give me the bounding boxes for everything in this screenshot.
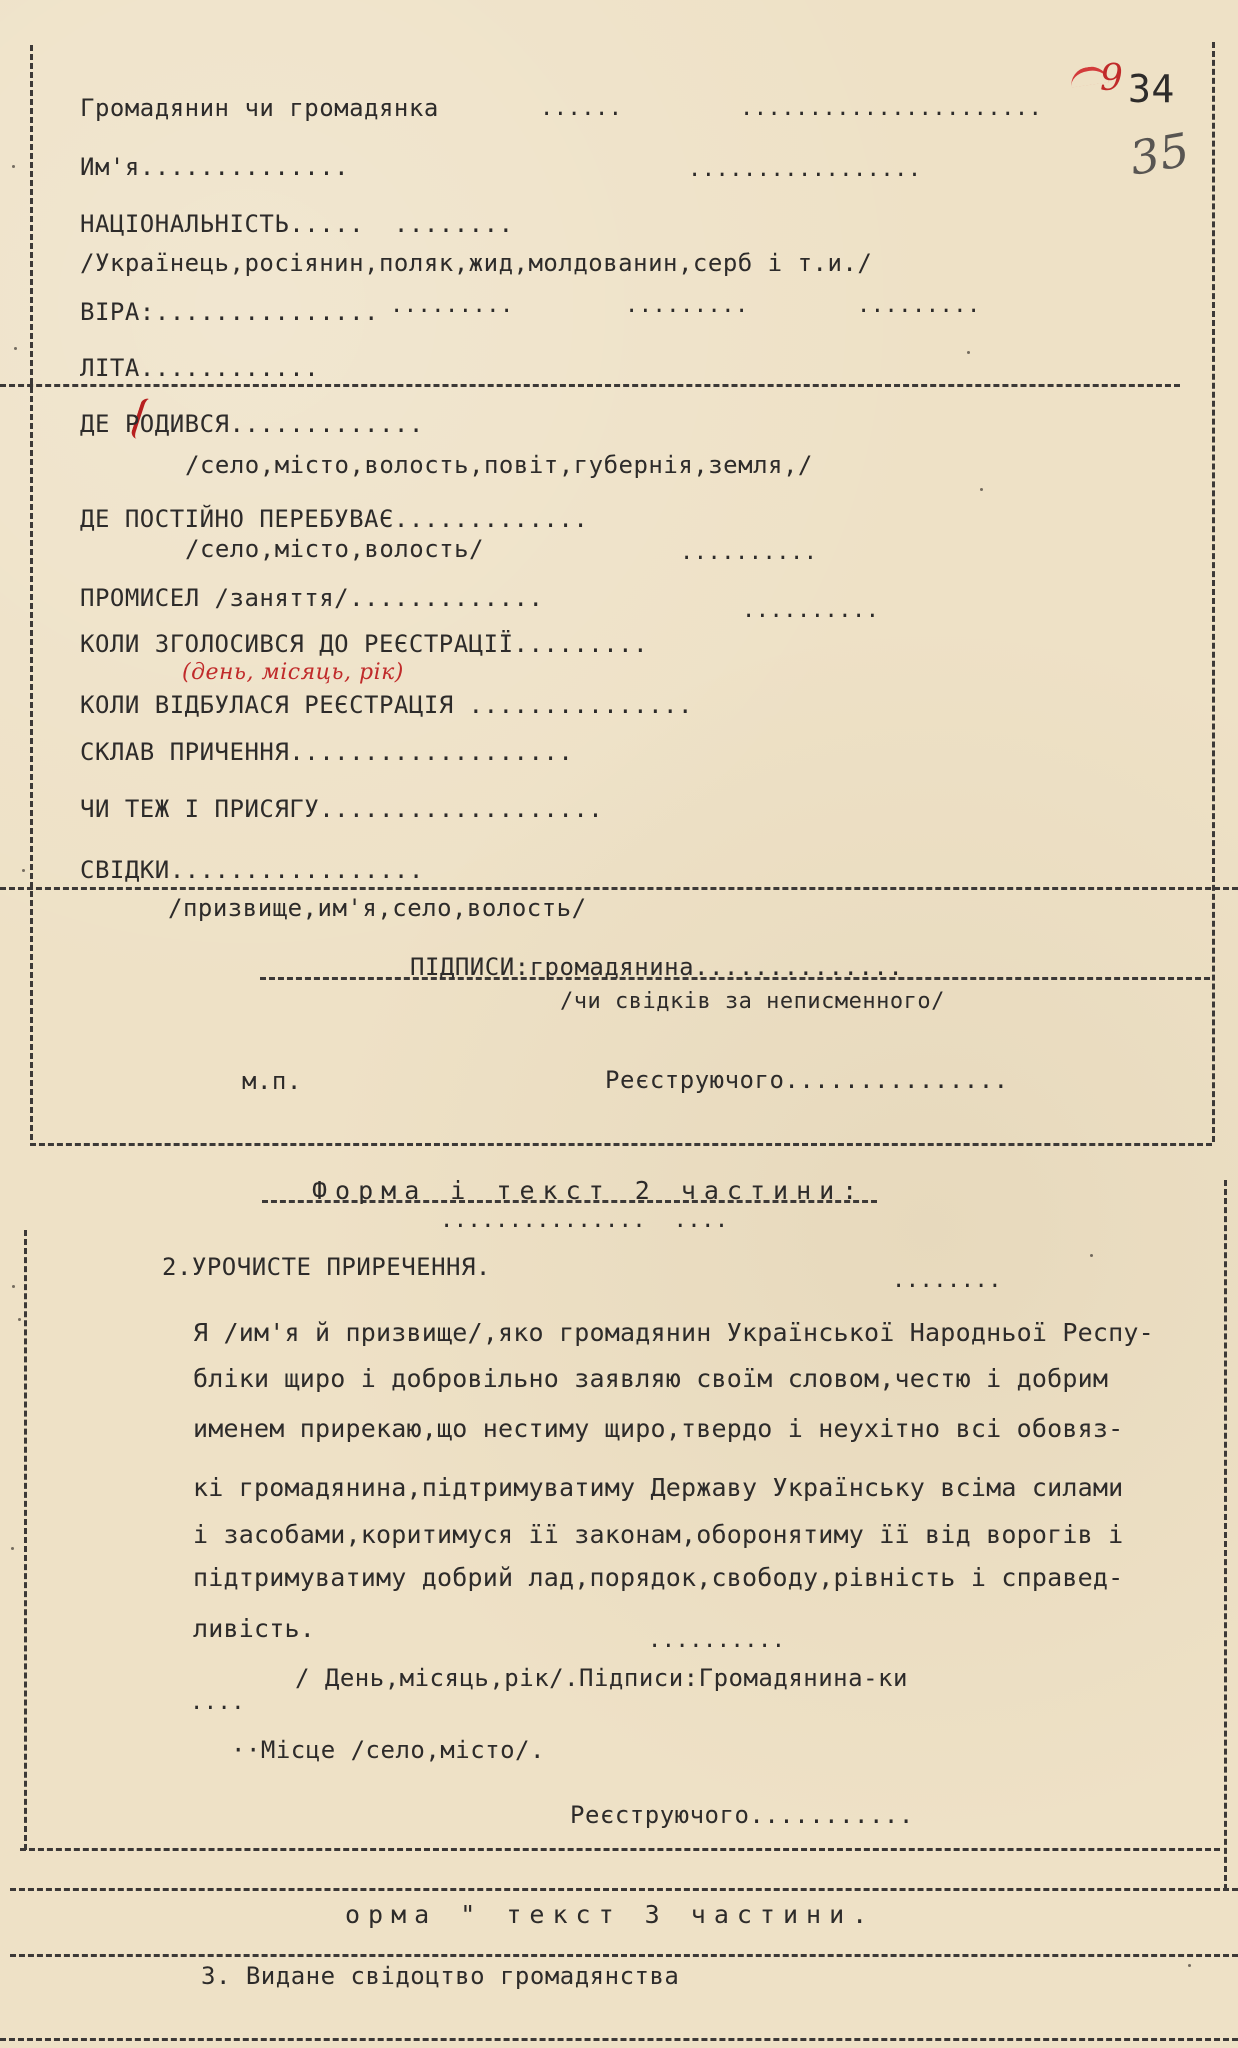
- line-nationality-options: /Українець,росіянин,поляк,жид,молдованин,серб і т.и./: [80, 249, 873, 277]
- oath-line-6: підтримуватиму добрий лад,порядок,свободу,рівність і справед-: [193, 1563, 1124, 1592]
- part3-heading-bottom: [10, 1954, 1238, 1957]
- place-line: ··Місце /село,місто/.: [231, 1736, 545, 1764]
- line-witnesses: СВІДКИ.................: [80, 856, 424, 884]
- part3-item: 3. Видане свідоцтво громадянства: [201, 1962, 680, 1990]
- line-witnesses-detail: /призвище,им'я,село,волость/: [168, 894, 587, 922]
- line-faith-dots-a: .........: [390, 293, 514, 318]
- line-faith-dots-b: .........: [625, 293, 749, 318]
- line-faith-dots-c: .........: [857, 293, 981, 318]
- paper-speck: [11, 1547, 14, 1550]
- page-number-top: 34: [1128, 67, 1175, 111]
- section-divider: [30, 1143, 1212, 1146]
- top-divider: [0, 384, 1180, 387]
- line-residence: ДЕ ПОСТІЙНО ПЕРЕБУВАЄ.............: [80, 505, 589, 533]
- oath-line-3: именем прирекаю,що нестиму щиро,твердо і неухітно всі обовяз-: [193, 1414, 1124, 1443]
- red-corner-number: 9: [1100, 58, 1124, 99]
- left-border-upper: [30, 45, 33, 1140]
- date-signature-dots: ....: [190, 1690, 245, 1715]
- paper-speck: [1188, 1964, 1191, 1967]
- paper-speck: [22, 869, 25, 872]
- line-citizen-dots-b: ......................: [740, 96, 1043, 121]
- bottom-divider: [0, 2038, 1238, 2041]
- line-residence-dots: ..........: [680, 540, 818, 565]
- date-signature-line: / День,місяць,рік/.Підписи:Громадянина-ки: [295, 1664, 908, 1692]
- paper-speck: [967, 351, 970, 354]
- solemn-vow-title: 2.УРОЧИСТЕ ПРИРЕЧЕННЯ.: [162, 1253, 491, 1281]
- line-oath: ЧИ ТЕЖ І ПРИСЯГУ...................: [80, 795, 604, 823]
- line-vow: СКЛАВ ПРИЧЕННЯ...................: [80, 738, 574, 766]
- line-registration-date: КОЛИ ВІДБУЛАСЯ РЕЄСТРАЦІЯ ...............: [80, 691, 693, 719]
- line-signatures: ПІДПИСИ:громадянина..............: [410, 953, 904, 981]
- solemn-vow-dots: ........: [892, 1268, 1002, 1293]
- page-number-pencil: 35: [1125, 122, 1194, 186]
- mid-divider-1: [0, 887, 1238, 890]
- line-citizen: Громадянин чи громадянка: [80, 94, 439, 122]
- line-name-dots: .................: [688, 157, 922, 182]
- line-residence-options: /село,місто,волость/: [185, 535, 484, 563]
- line-registration-request: КОЛИ ЗГОЛОСИВСЯ ДО РЕЄСТРАЦІЇ.........: [80, 630, 649, 658]
- part2-bottom-divider: [20, 1848, 1220, 1851]
- right-border-lower: [1224, 1180, 1227, 1890]
- oath-line-7: ливість.: [193, 1614, 316, 1643]
- oath-line-5: і засобами,коритимуся її законам,оборонятиму її від ворогів і: [193, 1520, 1124, 1549]
- line-birthplace-options: /село,місто,волость,повіт,губернія,земля,/: [185, 451, 813, 479]
- line-nationality: НАЦІОНАЛЬНІСТЬ..... ........: [80, 210, 514, 238]
- oath-dots: ..........: [648, 1628, 786, 1653]
- part2-heading: Форма і текст 2 частини:: [312, 1176, 866, 1205]
- line-birthplace: ДЕ РОДИВСЯ.............: [80, 410, 424, 438]
- paper-speck: [1090, 1254, 1093, 1257]
- oath-line-4: кі громадянина,підтримуватиму Державу Українську всіма силами: [193, 1473, 1124, 1502]
- line-name: Им'я..............: [80, 153, 350, 181]
- left-border-lower: [24, 1230, 27, 1850]
- line-illiterate-witnesses: /чи свідків за неписменного/: [560, 989, 945, 1014]
- paper-speck: [980, 488, 983, 491]
- line-citizen-dots-a: ......: [540, 96, 623, 121]
- line-registrar-part1: Реєструючого...............: [605, 1066, 1009, 1094]
- oath-line-1: Я /им'я й призвище/,яко громадянин Української Народньої Респу-: [193, 1318, 1154, 1347]
- line-faith: ВІРА:...............: [80, 298, 379, 326]
- handwritten-date-note: (день, місяць, рік): [182, 660, 404, 685]
- paper-speck: [12, 165, 15, 168]
- paper-speck: [18, 1318, 21, 1321]
- line-seal-place: м.п.: [242, 1067, 302, 1095]
- oath-line-2: бліки щиро і добровільно заявляю своїм словом,честю і добрим: [193, 1364, 1109, 1393]
- line-age: ЛІТА............: [80, 354, 320, 382]
- paper-speck: [12, 1285, 15, 1288]
- part3-heading: орма " текст 3 частини.: [345, 1900, 876, 1929]
- line-occupation-dots: ..........: [742, 598, 880, 623]
- paper-speck: [14, 347, 17, 350]
- right-border-upper: [1212, 42, 1215, 1142]
- line-occupation: ПРОМИСЕЛ /заняття/.............: [80, 584, 544, 612]
- part2-heading-dots: ............... ....: [440, 1208, 729, 1233]
- registrar-part2: Реєструючого...........: [570, 1801, 914, 1829]
- part3-heading-top: [10, 1888, 1238, 1891]
